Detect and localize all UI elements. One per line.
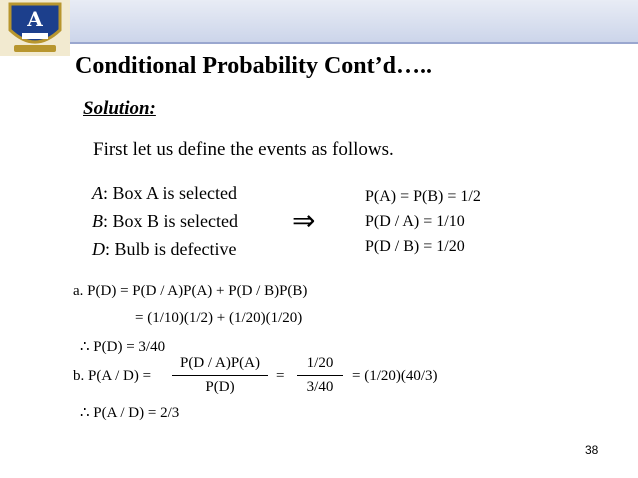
fraction-denominator: P(D) (205, 379, 235, 395)
institution-logo-icon (0, 0, 70, 56)
header-bar (0, 0, 638, 42)
header-divider (0, 42, 638, 44)
slide-title: Conditional Probability Cont’d….. (75, 53, 432, 79)
part-b-result: = (1/20)(40/3) (352, 368, 438, 384)
part-b-conclusion: ∴ P(A / D) = 2/3 (80, 405, 180, 421)
event-text: : Box B is selected (103, 211, 238, 231)
part-a-line2: = (1/10)(1/2) + (1/20)(1/20) (135, 310, 303, 326)
part-b-lhs: b. P(A / D) = (73, 368, 152, 384)
given-probability: P(A) = P(B) = 1/2 (365, 188, 481, 205)
given-probability: P(D / B) = 1/20 (365, 238, 465, 255)
fraction-numerator: P(D / A)P(A) (179, 355, 260, 371)
part-a-line1: a. P(D) = P(D / A)P(A) + P(D / B)P(B) (73, 283, 308, 299)
fraction-bar (297, 375, 343, 376)
given-probability: P(D / A) = 1/10 (365, 213, 465, 230)
intro-text: First let us define the events as follows. (93, 139, 394, 160)
page-number: 38 (585, 443, 599, 457)
part-a-conclusion: ∴ P(D) = 3/40 (80, 339, 166, 355)
svg-text:A: A (27, 7, 43, 31)
event-symbol: D (92, 239, 105, 259)
fraction-bar (172, 375, 268, 376)
event-symbol: A (92, 183, 103, 203)
event-text: : Bulb is defective (105, 239, 237, 259)
equals-sign: = (276, 368, 285, 384)
solution-label: Solution: (83, 98, 156, 119)
event-d (92, 239, 236, 260)
event-symbol: B (92, 211, 103, 231)
event-b (92, 211, 238, 232)
implies-icon: ⇒ (292, 204, 316, 237)
fraction-numerator: 1/20 (306, 355, 334, 371)
fraction-denominator: 3/40 (306, 379, 334, 395)
event-a (92, 183, 237, 204)
event-text: : Box A is selected (103, 183, 237, 203)
